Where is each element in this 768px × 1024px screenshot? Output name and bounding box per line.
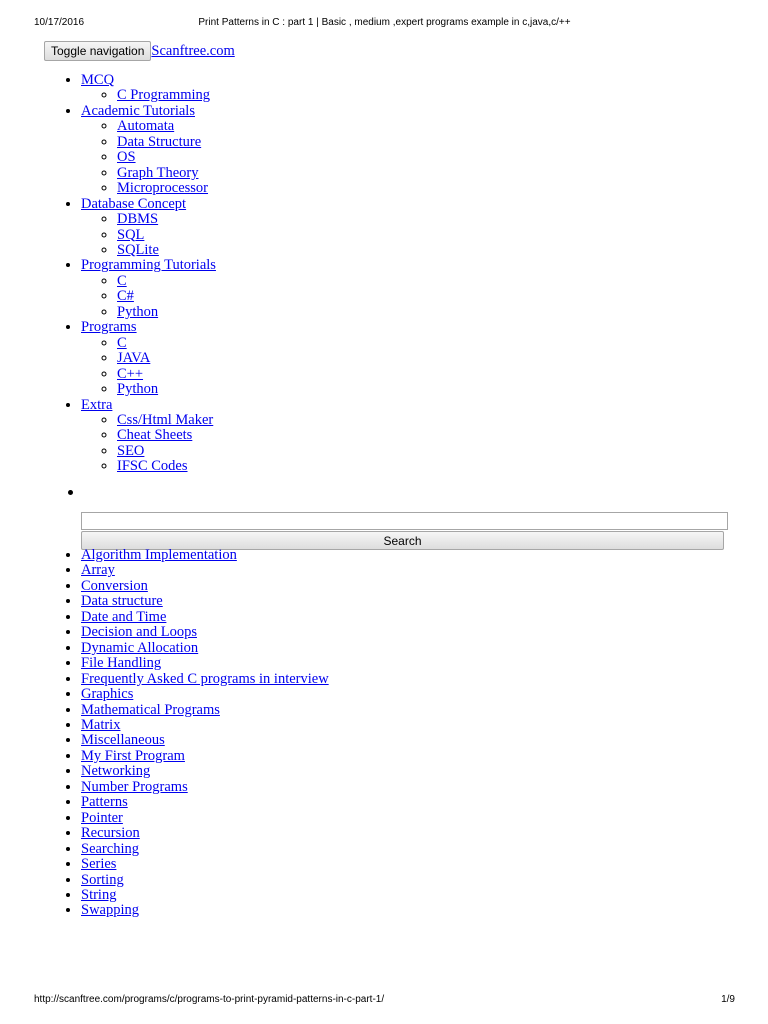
menu-item-mcq	[81, 73, 216, 104]
category-item	[81, 764, 329, 779]
submenu-link-microprocessor[interactable]: Microprocessor	[117, 180, 209, 197]
submenu-link-c[interactable]: C	[117, 334, 127, 351]
submenu-item-c	[117, 336, 216, 351]
print-footer	[34, 994, 735, 1006]
category-link-recursion[interactable]: Recursion	[81, 825, 140, 842]
submenu-item-sql	[117, 228, 216, 243]
menu-link-database-concept[interactable]: Database Concept	[81, 195, 187, 212]
submenu-item-csharp	[117, 289, 216, 304]
brand-link[interactable]: Scanftree.com	[151, 43, 235, 59]
category-link-dynamic-allocation[interactable]: Dynamic Allocation	[81, 639, 199, 656]
submenu-link-graph-theory[interactable]: Graph Theory	[117, 164, 199, 181]
submenu-link-c-programming[interactable]: C Programming	[117, 87, 211, 104]
submenu-item-cheat-sheets	[117, 428, 216, 443]
category-link-decision-and-loops[interactable]: Decision and Loops	[81, 624, 197, 641]
submenu-link-automata[interactable]: Automata	[117, 118, 175, 135]
submenu-programs	[81, 336, 216, 398]
navbar	[44, 41, 235, 61]
submenu-programming-tutorials	[81, 274, 216, 320]
submenu-link-python[interactable]: Python	[117, 303, 159, 320]
submenu-item-data-structure	[117, 135, 216, 150]
category-item	[81, 718, 329, 733]
category-link-patterns[interactable]: Patterns	[81, 794, 128, 811]
menu-item-database-concept	[81, 197, 216, 259]
submenu-item-java	[117, 351, 216, 366]
print-date: 10/17/2016	[34, 17, 85, 28]
submenu-link-c[interactable]: C	[117, 272, 127, 289]
submenu-link-cheat-sheets[interactable]: Cheat Sheets	[117, 427, 193, 444]
category-link-number-programs[interactable]: Number Programs	[81, 778, 188, 795]
category-item	[81, 579, 329, 594]
category-link-series[interactable]: Series	[81, 856, 117, 873]
category-item	[81, 873, 329, 888]
submenu-mcq	[81, 88, 216, 103]
category-link-date-and-time[interactable]: Date and Time	[81, 608, 167, 625]
print-header	[34, 17, 735, 29]
category-item	[81, 826, 329, 841]
search-button[interactable]: Search	[81, 531, 724, 550]
category-item	[81, 563, 329, 578]
submenu-link-sql[interactable]: SQL	[117, 226, 145, 243]
menu-link-extra[interactable]: Extra	[81, 396, 113, 413]
submenu-link-seo[interactable]: SEO	[117, 442, 145, 459]
submenu-academic-tutorials	[81, 119, 216, 196]
print-page-number: 1/9	[721, 994, 735, 1005]
category-link-frequently-asked-c-programs-in-interview[interactable]: Frequently Asked C programs in interview	[81, 670, 329, 687]
submenu-item-c-programming	[117, 88, 216, 103]
category-item	[81, 594, 329, 609]
menu-link-mcq[interactable]: MCQ	[81, 72, 115, 88]
category-item	[81, 811, 329, 826]
menu-item-programs	[81, 320, 216, 397]
category-link-file-handling[interactable]: File Handling	[81, 655, 162, 672]
submenu-item-python	[117, 305, 216, 320]
submenu-link-python[interactable]: Python	[117, 381, 159, 398]
category-link-graphics[interactable]: Graphics	[81, 686, 134, 703]
toggle-navigation-button[interactable]: Toggle navigation	[44, 41, 151, 61]
submenu-item-dbms	[117, 212, 216, 227]
menu-link-programming-tutorials[interactable]: Programming Tutorials	[81, 257, 216, 274]
category-item	[81, 625, 329, 640]
category-item	[81, 703, 329, 718]
menu-item-academic-tutorials	[81, 104, 216, 197]
category-link-my-first-program[interactable]: My First Program	[81, 747, 185, 764]
category-link-sorting[interactable]: Sorting	[81, 871, 124, 888]
print-page-title: Print Patterns in C : part 1 | Basic , medium ,expert programs example in c,java,c/++	[198, 17, 571, 28]
menu-item-programming-tutorials	[81, 258, 216, 320]
submenu-link-cplusplus[interactable]: C++	[117, 365, 144, 382]
main-menu	[0, 73, 216, 475]
empty-menu-bullet	[68, 490, 73, 495]
submenu-link-csharp[interactable]: C#	[117, 288, 134, 305]
submenu-item-ifsc-codes	[117, 459, 216, 474]
submenu-item-c	[117, 274, 216, 289]
category-link-pointer[interactable]: Pointer	[81, 809, 123, 826]
category-link-data-structure[interactable]: Data structure	[81, 593, 163, 610]
category-item	[81, 749, 329, 764]
category-link-string[interactable]: String	[81, 886, 117, 903]
submenu-item-microprocessor	[117, 181, 216, 196]
submenu-item-sqlite	[117, 243, 216, 258]
category-item	[81, 672, 329, 687]
category-link-array[interactable]: Array	[81, 562, 115, 579]
submenu-item-automata	[117, 119, 216, 134]
submenu-link-data-structure[interactable]: Data Structure	[117, 133, 202, 150]
submenu-extra	[81, 413, 216, 475]
category-link-matrix[interactable]: Matrix	[81, 716, 121, 733]
category-item	[81, 842, 329, 857]
category-link-swapping[interactable]: Swapping	[81, 902, 139, 919]
search-input[interactable]	[81, 512, 728, 530]
submenu-item-cplusplus	[117, 367, 216, 382]
category-link-mathematical-programs[interactable]: Mathematical Programs	[81, 701, 220, 718]
print-url: http://scanftree.com/programs/c/programs-to-print-pyramid-patterns-in-c-part-1/	[34, 994, 385, 1005]
menu-item-extra	[81, 398, 216, 475]
submenu-item-python	[117, 382, 216, 397]
category-item	[81, 903, 329, 918]
category-item	[81, 656, 329, 671]
submenu-item-css-html-maker	[117, 413, 216, 428]
submenu-link-css-html-maker[interactable]: Css/Html Maker	[117, 411, 214, 428]
submenu-link-dbms[interactable]: DBMS	[117, 211, 159, 228]
category-item	[81, 733, 329, 748]
category-list	[0, 548, 329, 919]
category-link-networking[interactable]: Networking	[81, 763, 151, 780]
category-item	[81, 641, 329, 656]
submenu-item-os	[117, 150, 216, 165]
category-item	[81, 888, 329, 903]
category-link-miscellaneous[interactable]: Miscellaneous	[81, 732, 165, 749]
submenu-item-seo	[117, 444, 216, 459]
category-item	[81, 795, 329, 810]
category-item	[81, 857, 329, 872]
category-link-algorithm-implementation[interactable]: Algorithm Implementation	[81, 547, 237, 563]
submenu-link-os[interactable]: OS	[117, 149, 136, 166]
submenu-link-ifsc-codes[interactable]: IFSC Codes	[117, 458, 188, 475]
category-item	[81, 687, 329, 702]
menu-link-programs[interactable]: Programs	[81, 319, 137, 336]
submenu-link-java[interactable]: JAVA	[117, 350, 151, 367]
category-item	[81, 780, 329, 795]
submenu-link-sqlite[interactable]: SQLite	[117, 241, 159, 258]
category-item	[81, 548, 329, 563]
submenu-database-concept	[81, 212, 216, 258]
submenu-item-graph-theory	[117, 166, 216, 181]
category-link-conversion[interactable]: Conversion	[81, 577, 148, 594]
category-link-searching[interactable]: Searching	[81, 840, 139, 857]
menu-link-academic-tutorials[interactable]: Academic Tutorials	[81, 102, 195, 119]
category-item	[81, 610, 329, 625]
